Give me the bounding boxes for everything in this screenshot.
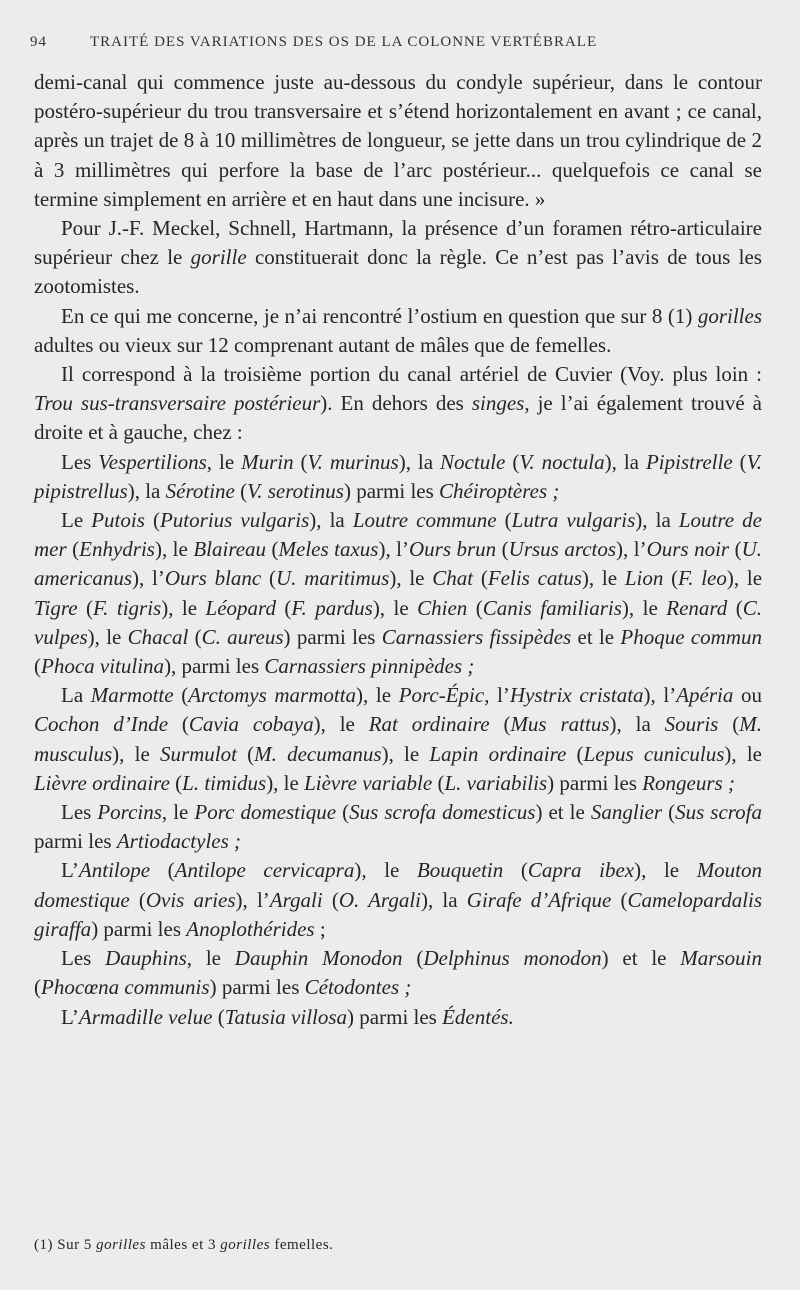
italic-term: Carnassiers fissipèdes <box>381 624 572 649</box>
paragraph <box>34 506 762 681</box>
text-run: ( <box>611 887 628 912</box>
italic-term: singes <box>471 391 525 416</box>
italic-term: Loutre de mer <box>34 508 762 562</box>
text-run: ( <box>188 624 202 649</box>
text-run: ( <box>275 595 292 620</box>
text-run: femelles. <box>270 1237 334 1253</box>
text-run: ) et le <box>535 800 591 825</box>
italic-term: Rat ordinaire <box>368 712 490 737</box>
text-run: ), la <box>398 449 441 474</box>
text-run: ( <box>129 887 146 912</box>
text-run: ( <box>467 595 483 620</box>
italic-term: Noctule <box>440 449 506 474</box>
text-run: ( <box>432 770 445 795</box>
italic-term: Delphinus monodon <box>423 946 602 971</box>
italic-term: Souris <box>664 712 719 737</box>
text-run: constituerait donc la règle. Ce n’est pas l’avis de tous les zootomistes. <box>34 245 762 299</box>
italic-term: Sérotine <box>165 478 235 503</box>
italic-term: Vespertilions <box>98 449 207 474</box>
italic-term: Sanglier <box>590 800 663 825</box>
text-run: ( <box>168 712 189 737</box>
italic-term: Porc-Épic <box>398 683 485 708</box>
text-run: ), l’ <box>643 683 677 708</box>
italic-term: gorille <box>190 245 247 270</box>
text-run: ( <box>144 508 160 533</box>
text-run: ), le <box>621 595 667 620</box>
text-run: ), le <box>87 624 128 649</box>
text-run: ( <box>293 449 308 474</box>
italic-term: F. tigris <box>93 595 162 620</box>
italic-term: Surmulot <box>159 741 237 766</box>
text-run: ( <box>566 741 584 766</box>
text-run: ), l’ <box>235 887 270 912</box>
text-run: ( <box>261 566 276 591</box>
text-run: ), le <box>724 741 762 766</box>
paragraph <box>34 214 762 302</box>
text-run: ( <box>77 595 94 620</box>
italic-term: Dauphin Monodon <box>234 946 403 971</box>
italic-term: Lion <box>624 566 664 591</box>
italic-term: L. variabilis <box>444 770 548 795</box>
italic-term: Putorius vulgaris <box>159 508 310 533</box>
text-run: ( <box>732 449 747 474</box>
footnote <box>34 1237 762 1254</box>
text-run: ), le <box>634 858 697 883</box>
italic-term: Renard <box>666 595 728 620</box>
text-run: ), la <box>604 449 646 474</box>
italic-term: Hystrix cristata <box>509 683 644 708</box>
italic-term: Meles taxus <box>278 537 379 562</box>
text-run: ( <box>503 858 528 883</box>
italic-term: V. noctula <box>519 449 605 474</box>
paragraph <box>34 448 762 506</box>
italic-term: Rongeurs ; <box>642 770 735 795</box>
italic-term: Trou sus-transversaire postérieur <box>34 391 321 416</box>
italic-term: C. vulpes <box>34 595 763 649</box>
italic-term: Loutre commune <box>352 508 497 533</box>
text-run: ), l’ <box>378 537 410 562</box>
italic-term: U. maritimus <box>276 566 390 591</box>
italic-term: Antilope cervicapra <box>174 858 355 883</box>
italic-term: Ours noir <box>646 537 730 562</box>
italic-term: Ours blanc <box>164 566 262 591</box>
text-run: demi-canal qui commence juste au-dessous du condyle supérieur, dans le contour postéro-supérieur du trou transversaire et s’étend horizontalement en avant ; ce canal, après un trajet de 8 à 10 millimètres de longueur, se jette dans un trou cylindrique de 2 à 3 millimètres qui perfore la base de l’arc postérieur... quelquefois ce canal se termine simplement en arrière et en haut dans une incisure. » <box>34 70 762 211</box>
text-run: ) et le <box>601 946 681 971</box>
italic-term: Édentés. <box>442 1004 514 1029</box>
italic-term: Canis familiaris <box>482 595 622 620</box>
italic-term: Pipistrelle <box>645 449 733 474</box>
text-run: ( <box>173 683 189 708</box>
italic-term: Dauphins <box>105 946 187 971</box>
text-run: ) parmi les <box>209 975 305 1000</box>
text-run: Les <box>61 800 98 825</box>
text-run: adultes ou vieux sur 12 comprenant autant de mâles que de femelles. <box>34 332 612 357</box>
italic-term: F. pardus <box>291 595 373 620</box>
text-run: Les <box>61 946 106 971</box>
text-run: ), le <box>372 595 418 620</box>
text-run: ( <box>212 1004 225 1029</box>
italic-term: gorilles <box>96 1237 146 1253</box>
text-run: ) parmi les <box>347 1004 443 1029</box>
text-run: Il correspond à la troisième portion du canal artériel de Cuvier (Voy. plus loin : <box>61 362 762 387</box>
italic-term: Anoplothérides <box>186 916 315 941</box>
text-run: Le <box>61 508 92 533</box>
italic-term: U. americanus <box>34 537 762 591</box>
text-run: ( <box>66 537 80 562</box>
italic-term: Capra ibex <box>527 858 635 883</box>
italic-term: Marsouin <box>680 946 762 971</box>
text-run: ( <box>266 537 279 562</box>
italic-term: V. pipistrellus <box>34 449 762 503</box>
text-run: Les <box>61 449 99 474</box>
text-run: L’ <box>61 1004 79 1029</box>
italic-term: Mouton domestique <box>34 858 763 912</box>
text-run: ( <box>234 478 248 503</box>
italic-term: Lièvre ordinaire <box>34 770 170 795</box>
running-title: TRAITÉ DES VARIATIONS DES OS DE LA COLONNE VERTÉBRALE <box>90 34 598 50</box>
text-run: ( <box>34 654 41 679</box>
text-run: ( <box>505 449 520 474</box>
text-run: ( <box>150 858 175 883</box>
text-run: ), le <box>266 770 305 795</box>
text-run: ), la <box>635 508 679 533</box>
italic-term: Felis catus <box>487 566 582 591</box>
italic-term: Chacal <box>127 624 189 649</box>
text-run: ) parmi les <box>91 916 187 941</box>
italic-term: Cétodontes ; <box>304 975 412 1000</box>
text-run: ( <box>662 800 676 825</box>
italic-term: Phocœna communis <box>41 975 210 1000</box>
text-run: ), l’ <box>616 537 647 562</box>
italic-term: Ovis aries <box>145 887 236 912</box>
italic-term: Camelopardalis giraffa <box>34 887 763 941</box>
text-run: ), le <box>112 741 160 766</box>
italic-term: Antilope <box>78 858 151 883</box>
text-run: ) parmi les <box>547 770 643 795</box>
italic-term: Blaireau <box>193 537 267 562</box>
italic-term: Armadille velue <box>78 1004 213 1029</box>
italic-term: gorilles <box>697 303 762 328</box>
italic-term: Girafe d’Afrique <box>466 887 612 912</box>
paragraph <box>34 681 762 798</box>
text-run: ; <box>314 916 326 941</box>
paragraph <box>34 302 762 360</box>
italic-term: M. musculus <box>34 712 762 766</box>
body-text <box>34 68 762 1032</box>
text-run: ), la <box>421 887 467 912</box>
text-run: ), le <box>313 712 369 737</box>
text-run: (1) Sur 5 <box>34 1237 97 1253</box>
paragraph <box>34 856 762 944</box>
text-run: ), le <box>389 566 433 591</box>
italic-term: C. aureus <box>201 624 284 649</box>
text-run: parmi les <box>34 829 117 854</box>
text-run: ), le <box>381 741 430 766</box>
text-run: ) parmi les <box>343 478 440 503</box>
italic-term: Marmotte <box>90 683 174 708</box>
text-run: ), le <box>726 566 763 591</box>
text-run: , le <box>161 800 195 825</box>
text-run: , le <box>186 946 235 971</box>
italic-term: Chien <box>417 595 468 620</box>
italic-term: Mus rattus <box>510 712 610 737</box>
text-run: ( <box>473 566 488 591</box>
text-run: , je l’ai également trouvé à droite et à gauche, chez : <box>34 391 762 445</box>
text-run: ), le <box>581 566 625 591</box>
text-run: ( <box>322 887 339 912</box>
italic-term: Lièvre variable <box>304 770 433 795</box>
italic-term: Phoque commun <box>620 624 762 649</box>
italic-term: Lutra vulgaris <box>511 508 636 533</box>
italic-term: Porc domestique <box>194 800 337 825</box>
text-run: ), la <box>309 508 353 533</box>
text-run: ), le <box>154 537 194 562</box>
text-run: ( <box>729 537 742 562</box>
text-run: ( <box>663 566 679 591</box>
italic-term: L. timidus <box>182 770 267 795</box>
text-run: ( <box>336 800 350 825</box>
text-run: , le <box>206 449 242 474</box>
italic-term: Murin <box>241 449 294 474</box>
italic-term: Cavia cobaya <box>188 712 314 737</box>
italic-term: Chéiroptères ; <box>439 478 560 503</box>
text-run: et le <box>571 624 621 649</box>
text-run: mâles et 3 <box>145 1237 221 1253</box>
paragraph <box>34 798 762 856</box>
italic-term: gorilles <box>220 1237 271 1253</box>
italic-term: Sus scrofa domesticus <box>349 800 536 825</box>
italic-term: Phoca vitulina <box>41 654 165 679</box>
italic-term: Putois <box>91 508 145 533</box>
text-run: ( <box>34 975 41 1000</box>
text-run: , l’ <box>484 683 510 708</box>
text-run: ), le <box>161 595 206 620</box>
text-run: ou <box>733 683 762 708</box>
italic-term: Porcins <box>97 800 162 825</box>
text-run: Pour J.-F. Meckel, Schnell, Hartmann, la présence d’un foramen rétro-articulaire supérieur chez le <box>34 216 762 270</box>
italic-term: Lepus cuniculus <box>583 741 725 766</box>
text-run: ( <box>496 537 509 562</box>
text-run: ( <box>727 595 743 620</box>
text-run: ( <box>169 770 183 795</box>
italic-term: Enhydris <box>79 537 155 562</box>
italic-term: Apéria <box>676 683 734 708</box>
page-number: 94 <box>30 34 47 50</box>
text-run: ). En dehors des <box>320 391 472 416</box>
italic-term: O. Argali <box>338 887 421 912</box>
text-run: En ce qui me concerne, je n’ai rencontré l’ostium en question que sur 8 (1) <box>61 303 698 328</box>
text-run: ), parmi les <box>164 654 265 679</box>
text-run: ( <box>489 712 511 737</box>
paragraph <box>34 944 762 1002</box>
text-run: ( <box>236 741 255 766</box>
text-run: ) parmi les <box>283 624 382 649</box>
text-run: ), le <box>356 683 399 708</box>
text-run: ( <box>496 508 512 533</box>
italic-term: Ursus arctos <box>508 537 617 562</box>
text-run: La <box>61 683 91 708</box>
paragraph <box>34 68 762 214</box>
italic-term: F. leo <box>678 566 727 591</box>
italic-term: M. decumanus <box>254 741 382 766</box>
italic-term: Chat <box>432 566 474 591</box>
italic-term: Sus scrofa <box>675 800 762 825</box>
paragraph <box>34 360 762 448</box>
italic-term: Carnassiers pinnipèdes ; <box>264 654 475 679</box>
italic-term: Cochon d’Inde <box>34 712 169 737</box>
text-run: ), la <box>127 478 166 503</box>
italic-term: Argali <box>269 887 323 912</box>
text-run: ), l’ <box>132 566 165 591</box>
italic-term: Tigre <box>34 595 78 620</box>
text-run: ), le <box>354 858 417 883</box>
italic-term: V. serotinus <box>247 478 344 503</box>
text-run: ( <box>718 712 740 737</box>
italic-term: Ours brun <box>409 537 497 562</box>
text-run: ), la <box>609 712 665 737</box>
italic-term: Arctomys marmotta <box>188 683 357 708</box>
italic-term: Artiodactyles ; <box>116 829 242 854</box>
paragraph <box>34 1003 762 1032</box>
text-run: ( <box>402 946 424 971</box>
italic-term: Tatusia villosa <box>224 1004 348 1029</box>
italic-term: Léopard <box>205 595 276 620</box>
text-run: L’ <box>61 858 79 883</box>
italic-term: Lapin ordinaire <box>429 741 567 766</box>
italic-term: V. murinus <box>307 449 399 474</box>
italic-term: Bouquetin <box>416 858 504 883</box>
